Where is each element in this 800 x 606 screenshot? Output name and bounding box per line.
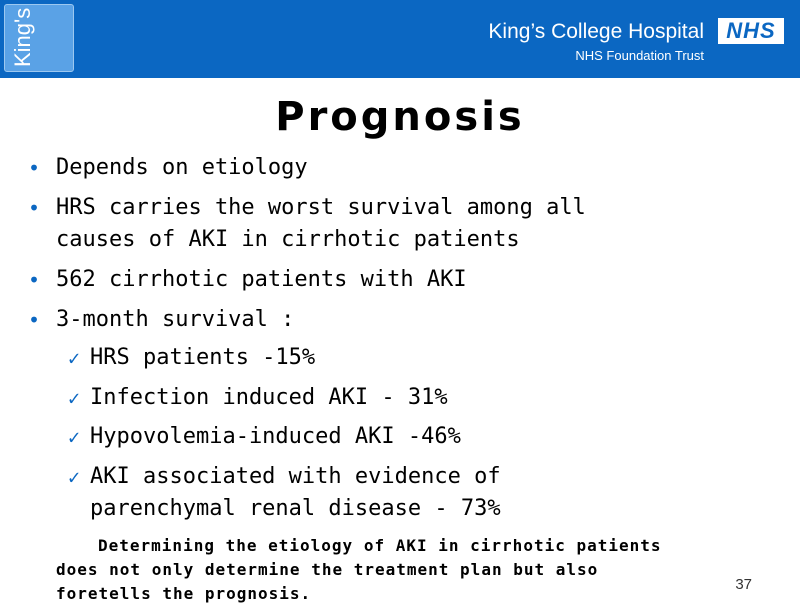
nhs-logo: NHS [718,18,784,44]
sub-bullet-text: Hypovolemia-induced AKI -46% [90,424,461,449]
sub-bullet-text: HRS patients -15% [90,345,316,370]
checkmark-icon: ✓ [68,386,81,410]
header-banner [0,0,800,78]
sub-bullet-text: Infection induced AKI - 31% [90,385,448,410]
bullet-text: HRS carries the worst survival among all [56,195,586,220]
bullet-text: causes of AKI in cirrhotic patients [56,227,520,252]
bullet-dot-icon: • [28,196,41,220]
sub-bullet-text: parenchymal renal disease - 73% [90,496,501,521]
kings-logo-text: King's [10,7,35,67]
bullet-dot-icon: • [28,308,41,332]
bullet-text: Depends on etiology [56,155,308,180]
bullet-text: 562 cirrhotic patients with AKI [56,267,467,292]
page-number: 37 [735,576,752,593]
conclusion-line: Determining the etiology of AKI in cirrhotic patients [98,536,662,555]
trust-name: NHS Foundation Trust [575,48,704,63]
checkmark-icon: ✓ [68,346,81,370]
conclusion-line: does not only determine the treatment plan but also [56,560,599,579]
sub-bullet-text: AKI associated with evidence of [90,464,501,489]
kings-logo [4,4,74,72]
checkmark-icon: ✓ [68,465,81,489]
hospital-name: King’s College Hospital [488,20,704,43]
checkmark-icon: ✓ [68,425,81,449]
slide-title: Prognosis [275,94,525,140]
bullet-dot-icon: • [28,268,41,292]
bullet-dot-icon: • [28,156,41,180]
bullet-text: 3-month survival : [56,307,295,332]
conclusion-line: foretells the prognosis. [56,584,312,603]
conclusion-text [56,534,776,606]
